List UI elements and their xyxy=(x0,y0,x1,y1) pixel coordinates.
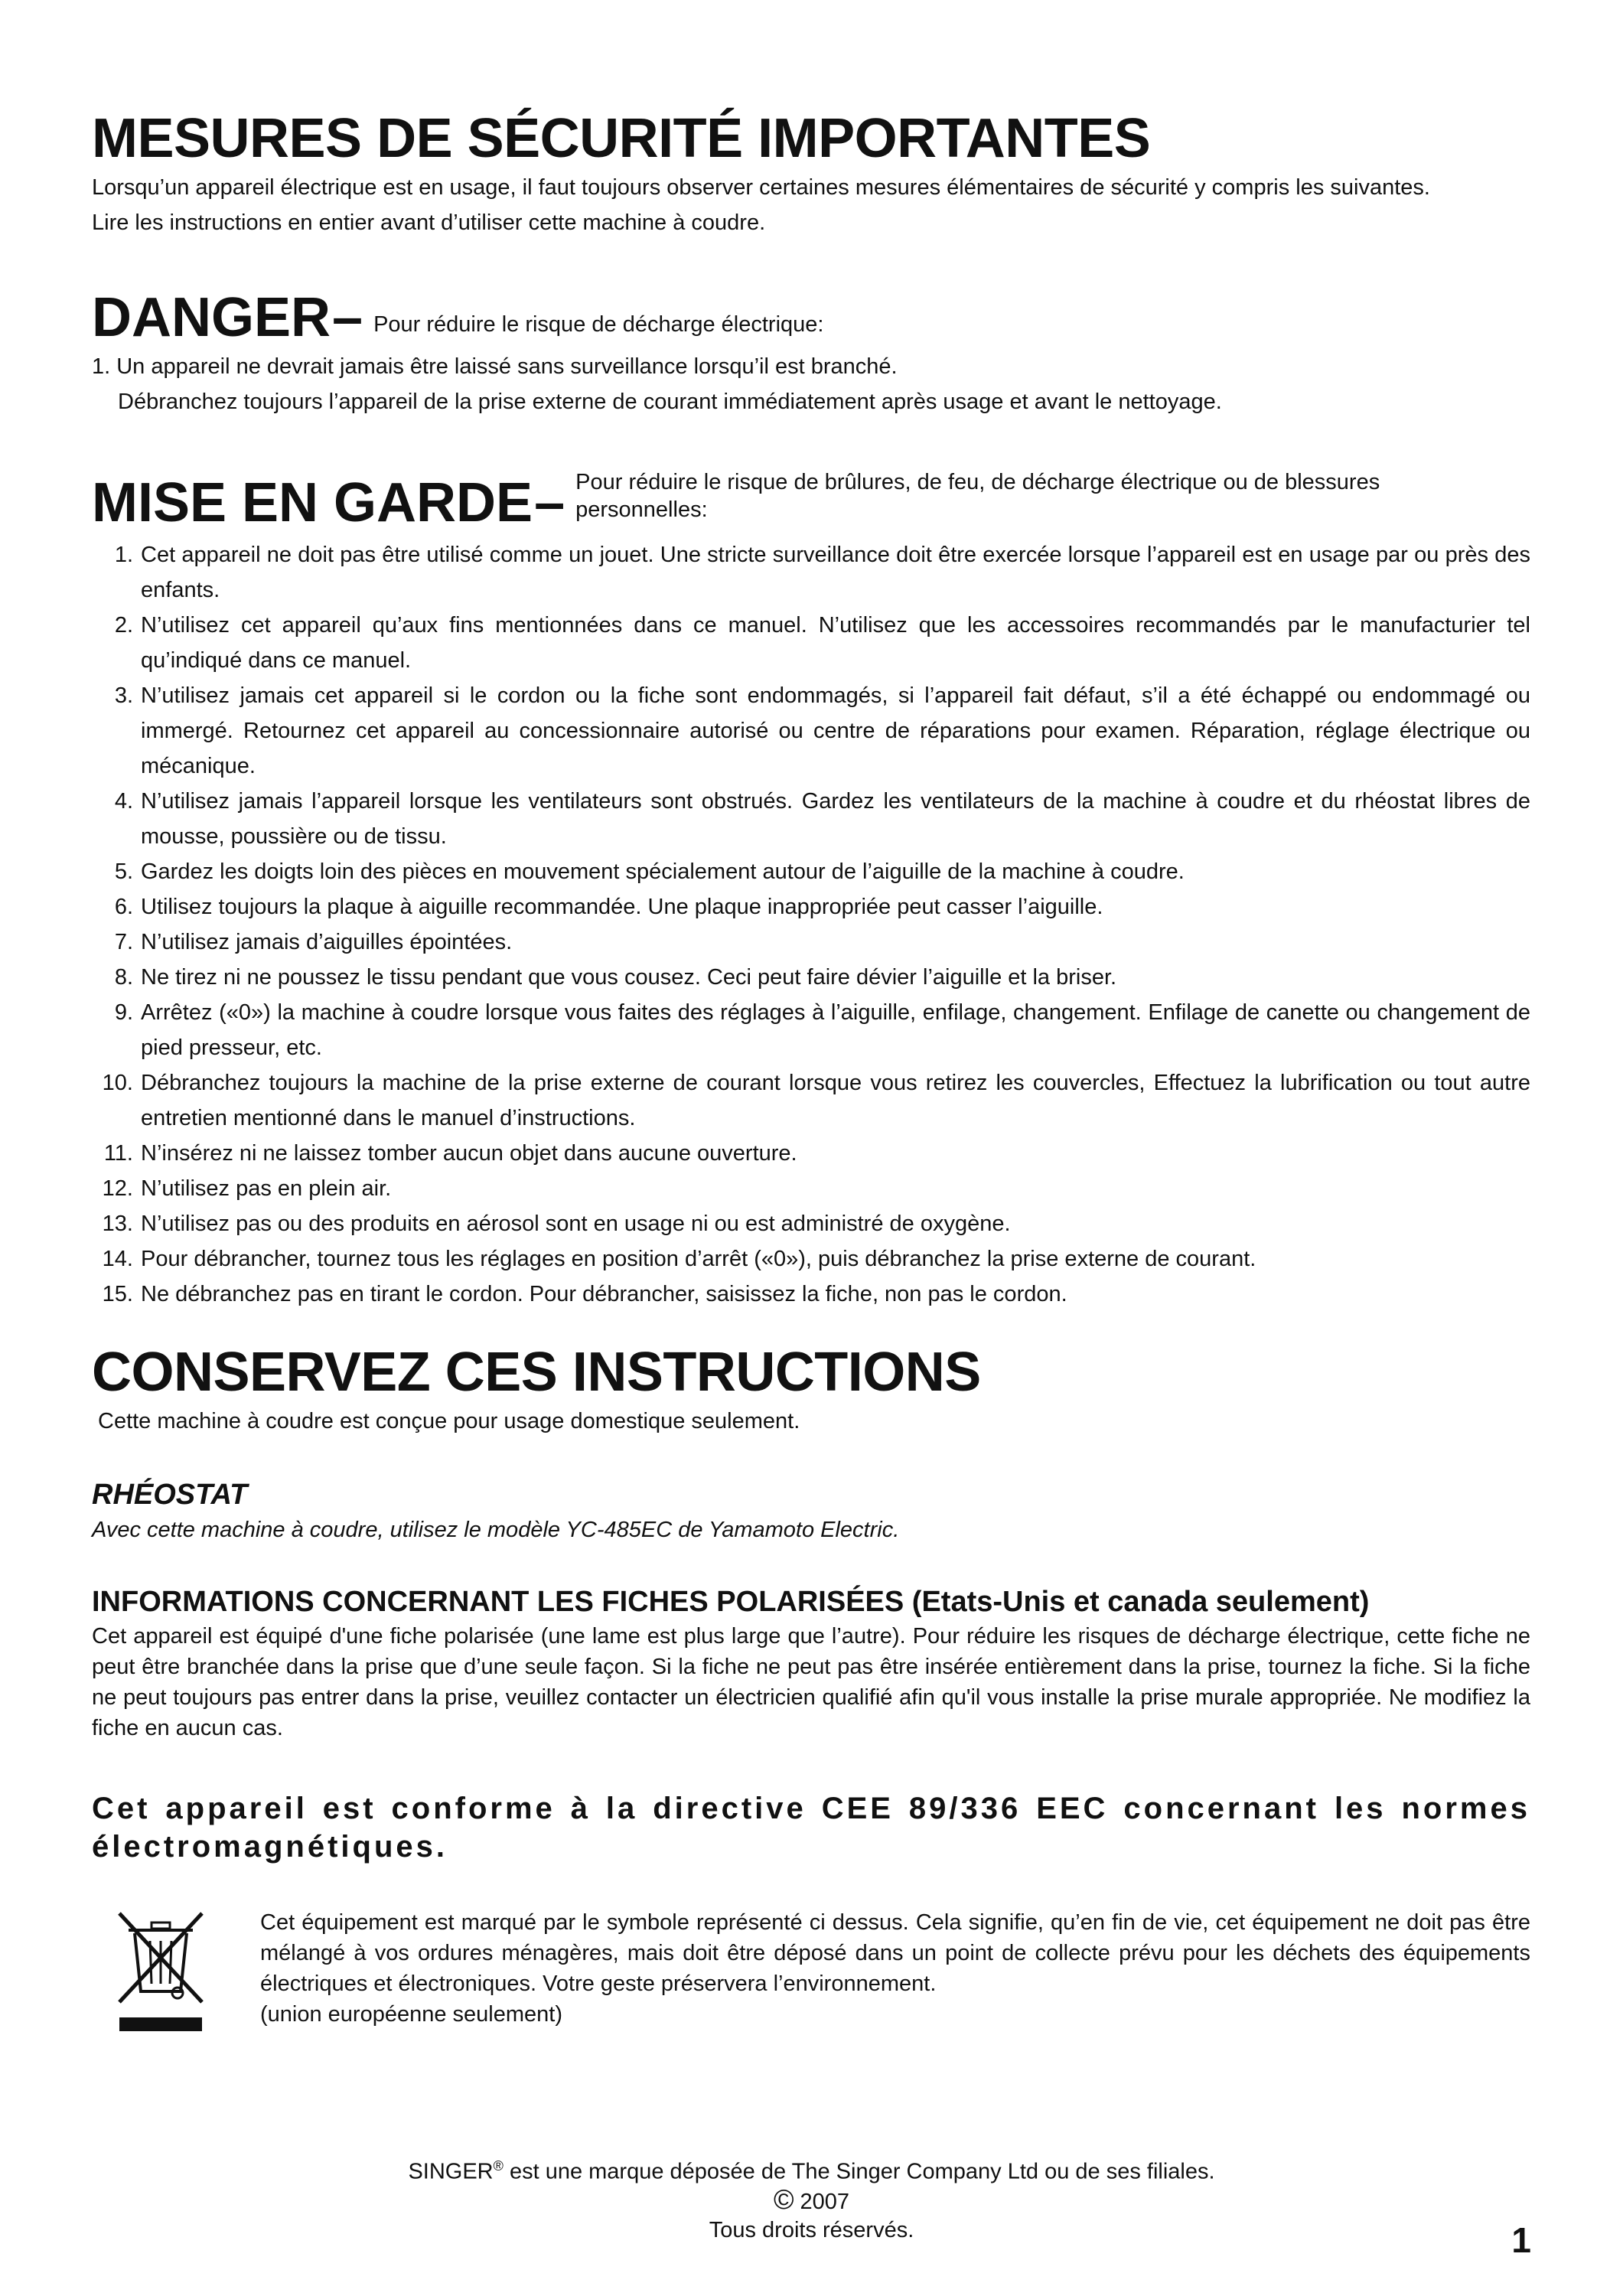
warning-heading: MISE EN GARDE xyxy=(92,472,533,533)
polarized-heading: INFORMATIONS CONCERNANT LES FICHES POLARISÉES (Etats-Unis et canada seulement) xyxy=(92,1586,1370,1618)
page-title: MESURES DE SÉCURITÉ IMPORTANTES xyxy=(92,108,1151,169)
danger-section xyxy=(92,286,1530,419)
list-item: 12. N’utilisez pas en plein air. xyxy=(102,1176,392,1201)
trademark-line xyxy=(0,2151,1623,2187)
weee-note: (union européenne seulement) xyxy=(260,2002,562,2027)
danger-dash: – xyxy=(332,287,363,348)
brand-name: SINGER xyxy=(408,2159,494,2184)
conformity-statement: Cet appareil est conforme à la directive CEE 89/336 EEC concernant les normes électromagnétiques. xyxy=(92,1792,1530,1864)
warning-subtitle: Pour réduire le risque de brûlures, de feu, de décharge électrique ou de blessures personnelles: xyxy=(575,470,1380,522)
list-item: 5. Gardez les doigts loin des pièces en mouvement spécialement autour de l’aiguille de la machine à coudre. xyxy=(114,859,1185,884)
list-item: 2. N’utilisez cet appareil qu’aux fins mentionnées dans ce manuel. N’utilisez que les accessoires recommandés par le manufacturier tel qu’indiqué dans ce manuel. xyxy=(114,613,1530,673)
weee-section xyxy=(92,1907,1530,2037)
copyright-line xyxy=(0,2184,1623,2217)
rights-text: Tous droits réservés. xyxy=(709,2218,914,2242)
weee-text-block xyxy=(260,1907,1530,2037)
list-item: 10. Débranchez toujours la machine de la prise externe de courant lorsque vous retirez les couvercles, Effectuez la lubrification ou tout autre entretien mentionné dans le manuel d’instructions. xyxy=(102,1071,1530,1130)
danger-item-continued: Débranchez toujours l’appareil de la prise externe de courant immédiatement après usage et avant le nettoyage. xyxy=(118,390,1222,414)
list-item: 8. Ne tirez ni ne poussez le tissu pendant que vous cousez. Ceci peut faire dévier l’aiguille et la briser. xyxy=(114,965,1117,990)
list-item: 1. Cet appareil ne doit pas être utilisé comme un jouet. Une stricte surveillance doit être exercée lorsque l’appareil est en usage par ou près des enfants. xyxy=(114,543,1530,602)
polarized-section xyxy=(92,1583,1530,1743)
list-item: 15. Ne débranchez pas en tirant le cordon. Pour débrancher, saisissez la fiche, non pas le cordon. xyxy=(102,1282,1067,1306)
rheostat-section xyxy=(92,1476,1530,1546)
rheostat-heading: RHÉOSTAT xyxy=(92,1479,248,1511)
document-page xyxy=(92,107,1530,2037)
keep-text: Cette machine à coudre est conçue pour usage domestique seulement. xyxy=(98,1409,800,1433)
warning-section xyxy=(92,468,1530,1312)
rheostat-text: Avec cette machine à coudre, utilisez le modèle YC-485EC de Yamamoto Electric. xyxy=(92,1518,900,1542)
list-item: 9. Arrêtez («0») la machine à coudre lorsque vous faites des réglages à l’aiguille, enfilage, changement. Enfilage de canette ou changement de pied presseur, etc. xyxy=(114,1000,1530,1060)
registered-mark: ® xyxy=(493,2158,504,2174)
warning-list xyxy=(92,537,1530,1312)
conformity-section xyxy=(92,1789,1530,1866)
polarized-text: Cet appareil est équipé d'une fiche polarisée (une lame est plus large que l’autre). Pour réduire les risques de décharge électrique, cette fiche ne peut être branchée dans la prise que d’une seule façon. Si la fiche ne peut pas être insérée entièrement dans la prise, tournez la fiche. Si la fiche ne peut toujours pas entrer dans la prise, veuillez contacter un électricien qualifié afin qu'il vous installe la prise murale appropriée. Ne modifiez la fiche en aucun cas. xyxy=(92,1624,1530,1740)
danger-item: 1. Un appareil ne devrait jamais être laissé sans surveillance lorsqu’il est branché. xyxy=(92,354,898,379)
keep-section xyxy=(92,1341,1530,1439)
list-item: 3. N’utilisez jamais cet appareil si le cordon ou la fiche sont endommagés, si l’appareil fait défaut, s’il a été échappé ou endommagé ou immergé. Retournez cet appareil au concessionnaire autorisé ou centre de réparations pour examen. Réparation, réglage électrique ou mécanique. xyxy=(114,683,1530,778)
intro-paragraph: Lorsqu’un appareil électrique est en usage, il faut toujours observer certaines mesures élémentaires de sécurité y compris les suivantes. xyxy=(92,175,1430,200)
keep-heading: CONSERVEZ CES INSTRUCTIONS xyxy=(92,1342,981,1403)
list-item: 7. N’utilisez jamais d’aiguilles épointées. xyxy=(114,930,513,954)
copyright-year: 2007 xyxy=(800,2190,850,2214)
list-item: 13. N’utilisez pas ou des produits en aérosol sont en usage ni ou est administré de oxygène. xyxy=(102,1212,1011,1236)
rights-line xyxy=(0,2215,1623,2245)
weee-text: Cet équipement est marqué par le symbole représenté ci dessus. Cela signifie, qu’en fin de vie, cet équipement ne doit pas être mélangé à vos ordures ménagères, mais doit être déposé dans un point de collecte prévu pour les déchets des équipements électriques et électroniques. Votre geste préservera l’environnement. xyxy=(260,1910,1530,1996)
list-item: 11. N’insérez ni ne laissez tomber aucun objet dans aucune ouverture. xyxy=(103,1141,797,1166)
page-number: 1 xyxy=(1511,2220,1531,2260)
intro xyxy=(92,170,1530,240)
trademark-text: est une marque déposée de The Singer Company Ltd ou de ses filiales. xyxy=(503,2159,1215,2184)
list-item: 6. Utilisez toujours la plaque à aiguille recommandée. Une plaque inappropriée peut casser l’aiguille. xyxy=(114,895,1103,919)
warning-dash: – xyxy=(534,472,565,533)
intro-paragraph: Lire les instructions en entier avant d’utiliser cette machine à coudre. xyxy=(92,210,766,235)
danger-subtitle: Pour réduire le risque de décharge électrique: xyxy=(373,312,824,337)
weee-bin-icon xyxy=(92,1907,260,2037)
copyright-icon: © xyxy=(773,2183,794,2215)
list-item: 4. N’utilisez jamais l’appareil lorsque les ventilateurs sont obstrués. Gardez les ventilateurs de la machine à coudre et du rhéostat libres de mousse, poussière ou de tissu. xyxy=(114,789,1530,849)
danger-heading: DANGER xyxy=(92,287,331,348)
list-item: 14. Pour débrancher, tournez tous les réglages en position d’arrêt («0»), puis débranchez la prise externe de courant. xyxy=(102,1247,1256,1271)
